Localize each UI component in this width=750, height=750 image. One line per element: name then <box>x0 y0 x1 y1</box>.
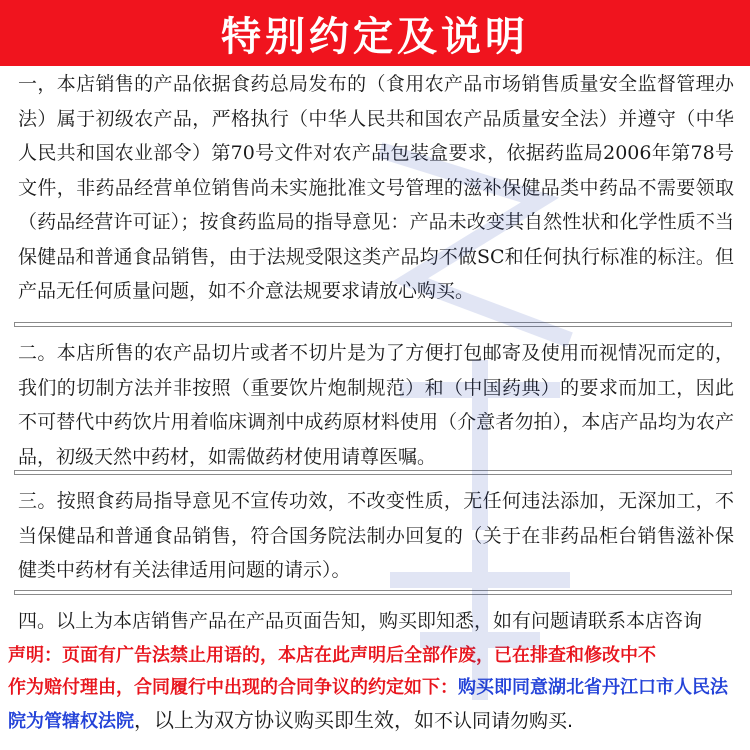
statement-red-text: 作为赔付理由，合同履行中出现的合同争议的约定如下： <box>8 677 458 698</box>
section-divider <box>14 470 732 475</box>
court-text: 院为管辖权法院 <box>8 711 134 732</box>
agreement-text: ，以上为双方协议购买即生效，如 <box>134 708 434 732</box>
section-one-text: 一，本店销售的产品依据食药总局发布的（食用农产品市场销售质量安全监督管理办法）属于初级农产品，严格执行（中华人民共和国农产品质量安全法）并遵守（中华人民共和国农业部令）第70号文件对农产品包装盒要求，依据药监局2006年第78号文件，非药品经营单位销售尚未实施批准文号管理的滋补保健品类中药品不需要领取（药品经营许可证）；按食药监局的指导意见：产品未改变其自然性状和化学性质不当保健品和普通食品销售，由于法规受限这类产品均不做SC和任何执行标准的标注。但产品无任何质量问题，如不介意法规要求请放心购买。 <box>18 73 734 302</box>
page-title: 特别约定及说明 <box>221 13 529 60</box>
section-three-text: 三。按照食药局指导意见不宣传功效，不改变性质，无任何违法添加，无深加工，不当保健品和普通食品销售，符合国务院法制办回复的（关于在非药品柜台销售滋补保健类中药材有关法律适用问题的请示）。 <box>18 490 734 581</box>
section-four-text: 四。以上为本店销售产品在产品页面告知，购买即知悉，如有问题请联系本店咨询 <box>18 610 703 632</box>
section-divider <box>14 322 732 327</box>
disagree-text: 不认同请勿购买. <box>434 710 574 732</box>
statement-blue-text: 购买即同意湖北省丹江口市人民法 <box>458 677 728 698</box>
section-two-text: 二。本店所售的农产品切片或者不切片是为了方便打包邮寄及使用而视情况而定的，我们的切制方法并非按照（重要饮片炮制规范）和（中国药典）的要求而加工，因此不可替代中药饮片用着临床调剂中成药原材料使用（介意者勿拍），本店产品均为农产品，初级天然中药材，如需做药材使用请尊医嘱。 <box>18 342 734 468</box>
section-divider <box>14 590 732 595</box>
statement-line-3 <box>8 704 744 738</box>
title-banner <box>0 0 750 66</box>
statement-line-1: 声明：页面有广告法禁止用语的，本店在此声明后全部作废，已在排查和修改中不 <box>8 645 656 666</box>
statement-line-2 <box>8 672 738 704</box>
